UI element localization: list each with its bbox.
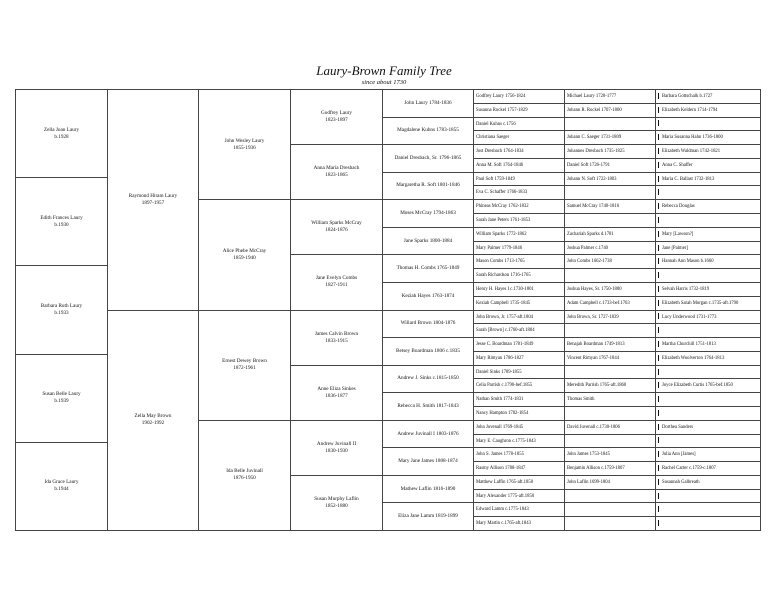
ancestor-gen7-text: John James 1753-1845 (567, 452, 610, 458)
parent-person-name: Zella May Brown (134, 413, 172, 420)
bracket-mark (658, 520, 659, 526)
ancestor-gen6-text: Mary Alexander 1775-aft.1850 (476, 493, 535, 499)
page-subtitle: since about 1730 (361, 79, 407, 86)
ancestor-gen6-text: Mason Combs 1713-1765 (476, 259, 525, 265)
ancestor-gen6-text: Eva C. Schaffer 1766-1833 (476, 190, 528, 196)
grandparent-person-name: Ida Belle Juvinall (226, 468, 263, 475)
ancestor-gen8 (655, 241, 761, 256)
ancestor-gen7 (564, 323, 656, 338)
ancestor-gen6-text: Celia Parrish c.1790-bef.1855 (476, 383, 533, 389)
bracket-mark (658, 313, 659, 319)
grandparent-person-dates: 1859-1940 (233, 254, 256, 261)
ancestor-gen5-text: Moses McCray 1794-1863 (400, 210, 456, 217)
ancestor-gen5-text: Thomas H. Combs 1765-1849 (396, 265, 460, 272)
grandparent-person-dates: 1876-1950 (233, 475, 256, 482)
great-grandparent-person-name: Godfrey Laury (321, 110, 352, 117)
ancestor-gen8 (655, 434, 761, 449)
ancestor-gen6-text: John S. James 1778-1855 (476, 452, 524, 458)
parent-person (107, 89, 199, 311)
great-grandparent-person-name: Anne Eliza Sinkes (317, 385, 356, 392)
ancestor-gen7-text: Meredith Parrish 1765-aft.1860 (567, 383, 627, 389)
ancestor-gen6-text: Mary Rimyan 1786-1827 (476, 355, 524, 361)
ancestor-gen7 (564, 406, 656, 421)
ancestor-gen7 (564, 392, 656, 407)
ancestor-gen8-text: Barbara Gottschalk b.1727 (662, 94, 713, 99)
ancestor-gen6 (473, 268, 565, 283)
ancestor-gen7 (564, 378, 656, 393)
ancestor-gen7 (564, 158, 656, 173)
ancestor-gen8 (655, 378, 761, 393)
bracket-mark (658, 231, 659, 237)
ancestor-gen5 (382, 310, 474, 339)
child-person-dates: b.1933 (54, 309, 69, 316)
ancestor-gen6 (473, 199, 565, 214)
ancestor-gen6 (473, 406, 565, 421)
ancestor-gen5 (382, 199, 474, 228)
ancestor-gen5-text: Keziah Hayes 1763-1874 (401, 292, 455, 299)
ancestor-gen7-text: Daniel Soft 1726-1791 (567, 162, 610, 168)
ancestor-gen6 (473, 130, 565, 145)
bracket-mark (658, 245, 659, 251)
ancestor-gen6 (473, 337, 565, 352)
ancestor-gen6-text: Susanna Rockel 1757-1829 (476, 107, 528, 113)
ancestor-gen8-text: Susannah Galbreath (662, 479, 700, 485)
ancestor-gen5-text: Betsey Boardman 1806 c.1835 (396, 347, 460, 354)
ancestor-gen8-text: Joyce Elizabeth Curtis 1765-bef.1850 (662, 383, 733, 389)
ancestor-gen8-text: Elizabeth Keldern 1714-1794 (662, 107, 718, 113)
ancestor-gen7 (564, 117, 656, 132)
child-person (15, 354, 108, 443)
ancestor-gen7-text: Thomas Smith (567, 397, 595, 403)
ancestor-gen6 (473, 420, 565, 435)
ancestor-gen5 (382, 144, 474, 173)
great-grandparent-person (290, 199, 383, 255)
bracket-mark (658, 465, 659, 471)
ancestor-gen5 (382, 254, 474, 283)
ancestor-gen8-text: Selvah Harris 1732-1819 (662, 286, 710, 292)
ancestor-gen8 (655, 172, 761, 187)
great-grandparent-person-name: James Calvin Brown (314, 330, 359, 337)
great-grandparent-person (290, 144, 383, 200)
bracket-mark (658, 355, 659, 361)
ancestor-gen5 (382, 392, 474, 421)
bracket-mark (658, 176, 659, 182)
ancestor-gen7 (564, 268, 656, 283)
ancestor-gen6 (473, 461, 565, 476)
ancestor-gen7 (564, 461, 656, 476)
ancestor-gen6-text: Edward Lamm c.1775-1843 (476, 507, 529, 513)
ancestor-gen7-text: David Juvenall c.1730-1806 (567, 424, 620, 430)
ancestor-gen8-text: Elizabeth Sarah Morgan c.1735-aft.1790 (662, 300, 739, 306)
ancestor-gen5-text: Mathew Laflin 1816-1890 (400, 485, 456, 492)
ancestor-gen7 (564, 420, 656, 435)
ancestor-gen6 (473, 89, 565, 104)
ancestor-gen7 (564, 172, 656, 187)
ancestor-gen7-text: Samuel McCray 1740-1816 (567, 204, 620, 210)
bracket-mark (658, 189, 659, 195)
great-grandparent-person-dates: 1823-1865 (325, 172, 348, 179)
ancestor-gen7-text: Joshua Palmer c.1740 (567, 245, 609, 251)
ancestor-gen6-text: Nathan Smith 1774-1831 (476, 397, 524, 403)
ancestor-gen6 (473, 227, 565, 242)
ancestor-gen7-text: Benajah Boardman 1749-1813 (567, 342, 625, 348)
ancestor-gen6 (473, 144, 565, 159)
ancestor-gen6-text: Keziah Campbell 1735-1845 (476, 300, 531, 306)
ancestor-gen6-text: Mary Palmer 1779-1846 (476, 245, 523, 251)
parent-person-name: Raymond Hiram Laury (128, 192, 178, 199)
ancestor-gen8 (655, 296, 761, 311)
ancestor-gen6-text: Jost Dresbach 1764-1834 (476, 149, 524, 155)
bracket-mark (658, 107, 659, 113)
ancestor-gen6-text: John Juvenall 1769-1845 (476, 424, 524, 430)
ancestor-gen7 (564, 254, 656, 269)
ancestor-gen5 (382, 475, 474, 504)
ancestor-gen7 (564, 296, 656, 311)
bracket-mark (658, 451, 659, 457)
ancestor-gen7 (564, 475, 656, 490)
ancestor-gen5 (382, 172, 474, 201)
ancestor-gen8 (655, 461, 761, 476)
ancestor-gen8-text: Jane [Palmer] (662, 245, 688, 251)
ancestor-gen5-text: Mary Jane James 1808-1874 (398, 458, 458, 465)
ancestor-gen8 (655, 420, 761, 435)
ancestor-gen7 (564, 241, 656, 256)
ancestor-gen8 (655, 406, 761, 421)
great-grandparent-person (290, 89, 383, 145)
ancestor-gen6-text: Christiana Saeger (476, 135, 510, 141)
bracket-mark (658, 286, 659, 292)
ancestor-gen5-text: Magdalene Kuhns 1783-1855 (397, 127, 459, 134)
ancestor-gen6-text: Nancy Hampton 1782-1854 (476, 410, 529, 416)
ancestor-gen8-text: Hannah Ann Mason b.1660 (662, 259, 714, 265)
ancestor-gen6 (473, 158, 565, 173)
great-grandparent-person-dates: 1823-1897 (325, 117, 348, 124)
great-grandparent-person (290, 475, 383, 531)
grandparent-person-dates: 1872-1961 (233, 365, 256, 372)
child-person (15, 265, 108, 354)
great-grandparent-person-dates: 1852-1880 (325, 502, 348, 509)
ancestor-gen8 (655, 310, 761, 325)
ancestor-gen7 (564, 489, 656, 504)
ancestor-gen8 (655, 502, 761, 517)
child-person-name: Ida Grace Laury (44, 479, 79, 486)
ancestor-gen7-text: Benjamin Allison c.1759-1807 (567, 466, 625, 472)
ancestor-gen6 (473, 434, 565, 449)
ancestor-gen5 (382, 282, 474, 311)
ancestor-gen8-text: Rebecca Douglas (662, 204, 695, 210)
great-grandparent-person-name: Andrew Juvinall II (316, 440, 357, 447)
ancestor-gen6 (473, 365, 565, 380)
ancestor-gen8-text: Mary [Lawson?] (662, 231, 694, 237)
bracket-mark (658, 493, 659, 499)
ancestor-gen8-text: Anna C. Shaffer (662, 162, 693, 168)
great-grandparent-person (290, 365, 383, 421)
child-person-dates: b.1944 (54, 486, 69, 493)
ancestor-gen5-text: Jane Sparks 1800-1884 (403, 237, 453, 244)
ancestor-gen6-text: Sarah Richardson 1716-1765 (476, 273, 531, 279)
ancestor-gen8 (655, 254, 761, 269)
bracket-mark (658, 396, 659, 402)
ancestor-gen8 (655, 392, 761, 407)
ancestor-gen7-text: John Brown, Sr. 1727-1839 (567, 314, 619, 320)
ancestor-gen8-text: Rachel Carter c.1759-c.1807 (662, 466, 716, 472)
ancestor-gen6 (473, 351, 565, 366)
ancestor-gen5 (382, 227, 474, 256)
ancestor-gen8 (655, 475, 761, 490)
ancestor-gen8-text: Elizabeth Woolverton 1764-1813 (662, 355, 725, 361)
ancestor-gen8 (655, 489, 761, 504)
ancestor-gen6-text: John Brown, Jr. 1757-aft.1804 (476, 314, 534, 320)
great-grandparent-person (290, 310, 383, 366)
ancestor-gen6 (473, 392, 565, 407)
bracket-mark (658, 217, 659, 223)
bracket-mark (658, 506, 659, 512)
ancestor-gen7 (564, 199, 656, 214)
ancestor-gen6 (473, 516, 565, 531)
ancestor-gen5 (382, 365, 474, 394)
ancestor-gen5 (382, 447, 474, 476)
great-grandparent-person-name: William Sparks McCray (311, 220, 362, 227)
ancestor-gen7 (564, 310, 656, 325)
ancestor-gen7-text: Johann C. Saeger 1731-1809 (567, 135, 622, 141)
bracket-mark (658, 148, 659, 154)
ancestor-gen5-text: John Laury 1784-1836 (404, 99, 452, 106)
ancestor-gen8-text: Elizabeth Waldman 1742-1821 (662, 149, 721, 155)
child-person-dates: b.1930 (54, 221, 69, 228)
ancestor-gen8-text: Julia Ann [James] (662, 452, 696, 458)
ancestor-gen8-text: Lucy Underwood 1731-1773 (662, 314, 717, 320)
bracket-mark (658, 134, 659, 140)
ancestor-gen7 (564, 434, 656, 449)
ancestor-gen5-text: Margaretha R. Soft 1801-1846 (396, 182, 460, 189)
ancestor-gen7 (564, 130, 656, 145)
grandparent-person-dates: 1855-1936 (233, 144, 256, 151)
child-person-name: Edith Frances Laury (40, 214, 83, 221)
ancestor-gen7 (564, 365, 656, 380)
ancestor-gen6-text: Mary E. Caughron c.1775-1843 (476, 438, 536, 444)
ancestor-gen7 (564, 144, 656, 159)
bracket-mark (658, 424, 659, 430)
ancestor-gen7 (564, 103, 656, 118)
ancestor-gen7-text: Joshua Hayes, Sr. 1750-1800 (567, 286, 622, 292)
grandparent-person (198, 199, 291, 310)
ancestor-gen6-text: Daniel Kuhns c.1756 (476, 121, 516, 127)
ancestor-gen6-text: Anna M. Soft 1764-1846 (476, 162, 524, 168)
ancestor-gen7 (564, 516, 656, 531)
ancestor-gen6 (473, 172, 565, 187)
great-grandparent-person-dates: 1824-1876 (325, 227, 348, 234)
ancestor-gen6 (473, 254, 565, 269)
bracket-mark (658, 341, 659, 347)
ancestor-gen6 (473, 103, 565, 118)
bracket-mark (658, 479, 659, 485)
bracket-mark (658, 327, 659, 333)
ancestor-gen8 (655, 158, 761, 173)
ancestor-gen8 (655, 447, 761, 462)
ancestor-gen6 (473, 117, 565, 132)
ancestor-gen7-text: Johann N. Soft 1722-1803 (567, 176, 617, 182)
ancestor-gen6-text: Rasmy Allison 1788-1847 (476, 466, 526, 472)
ancestor-gen6-text: Paul Soft 1759-1849 (476, 176, 515, 182)
ancestor-gen8 (655, 337, 761, 352)
ancestor-gen8 (655, 516, 761, 531)
ancestor-gen8 (655, 144, 761, 159)
ancestor-gen6 (473, 296, 565, 311)
ancestor-gen8-text: Dorthea Sanders (662, 424, 694, 430)
great-grandparent-person (290, 254, 383, 310)
ancestor-gen5-text: Eliza Jane Lamm 1819-1899 (398, 513, 458, 520)
ancestor-gen8 (655, 213, 761, 228)
child-person-dates: b.1928 (54, 133, 69, 140)
ancestor-gen8-text: Martha Churchill 1751-1813 (662, 342, 716, 348)
ancestor-gen8 (655, 282, 761, 297)
ancestor-gen7 (564, 337, 656, 352)
bracket-mark (658, 300, 659, 306)
ancestor-gen6 (473, 502, 565, 517)
great-grandparent-person (290, 420, 383, 476)
grandparent-person-name: Ernest Dewey Brown (222, 358, 267, 365)
ancestor-gen5-text: Andrew Juvinall I 1803-1876 (397, 430, 459, 437)
bracket-mark (658, 369, 659, 375)
ancestor-gen8 (655, 227, 761, 242)
ancestor-gen6 (473, 241, 565, 256)
parent-person-dates: 1897-1957 (141, 199, 165, 206)
ancestor-gen7-text: Johann R. Rockel 1707-1800 (567, 107, 622, 113)
child-person (15, 177, 108, 266)
ancestor-gen8 (655, 117, 761, 132)
ancestor-gen8 (655, 103, 761, 118)
ancestor-gen6-text: Sarah Jane Peters 1761-1853 (476, 218, 531, 224)
ancestor-gen6 (473, 185, 565, 200)
ancestor-gen6 (473, 310, 565, 325)
ancestor-gen8 (655, 130, 761, 145)
ancestor-gen7 (564, 282, 656, 297)
ancestor-gen6-text: Mary Martin c.1765-aft.1843 (476, 521, 531, 527)
ancestor-gen6 (473, 378, 565, 393)
ancestor-gen6-text: Henry H. Hayes I c.1730-1801 (476, 286, 534, 292)
grandparent-person (198, 89, 291, 200)
ancestor-gen7-text: Johannes Dresbach 1735-1825 (567, 149, 625, 155)
child-person-dates: b.1939 (54, 398, 69, 405)
ancestor-gen6-text: Sarah [Brown] c.1760-aft.1804 (476, 328, 535, 334)
great-grandparent-person-dates: 1833-1915 (325, 337, 348, 344)
grandparent-person-name: Alice Phebe McCray (222, 247, 267, 254)
bracket-mark (658, 437, 659, 443)
ancestor-gen6 (473, 213, 565, 228)
child-person-name: Susan Belle Laury (42, 391, 81, 398)
ancestor-gen8 (655, 185, 761, 200)
ancestor-gen6 (473, 323, 565, 338)
ancestor-gen6 (473, 447, 565, 462)
ancestor-gen8 (655, 89, 761, 104)
great-grandparent-person-dates: 1836-1877 (325, 392, 348, 399)
ancestor-gen6-text: Daniel Sinks 1789-1855 (476, 369, 522, 375)
child-person (15, 89, 108, 178)
bracket-mark (658, 120, 659, 126)
ancestor-gen8 (655, 199, 761, 214)
ancestor-gen6-text: Godfrey Laury 1756-1824 (476, 94, 526, 99)
ancestor-gen8 (655, 323, 761, 338)
ancestor-gen8-text: Maria C. Ballast 1732-1813 (662, 176, 715, 182)
child-person-name: Barbara Ruth Laury (40, 302, 83, 309)
parent-person (107, 310, 199, 532)
ancestor-gen7-text: Adam Campbell c.1733-bef.1763 (567, 300, 630, 306)
bracket-mark (658, 410, 659, 416)
great-grandparent-person-name: Anna Maria Dresbach (313, 165, 360, 172)
ancestor-gen5-text: Andrew J. Sinks c.1815-1850 (397, 375, 459, 382)
great-grandparent-person-name: Jane Evelyn Combs (315, 275, 358, 282)
ancestor-gen5 (382, 502, 474, 531)
ancestor-gen5 (382, 89, 474, 118)
ancestor-gen7 (564, 185, 656, 200)
parent-person-dates: 1902-1992 (141, 420, 165, 427)
great-grandparent-person-dates: 1827-1911 (325, 282, 348, 289)
ancestor-gen5-text: Willard Brown 1804-1876 (400, 320, 456, 327)
ancestor-gen5 (382, 117, 474, 146)
ancestor-gen7 (564, 351, 656, 366)
ancestor-gen5-text: Rebecca H. Smith 1817-1843 (397, 402, 459, 409)
ancestor-gen6 (473, 282, 565, 297)
ancestor-gen5 (382, 420, 474, 449)
great-grandparent-person-name: Susan Murphy Laflin (314, 495, 359, 502)
ancestor-gen6-text: Jesse C. Boardman 1781-1849 (476, 342, 534, 348)
ancestor-gen7-text: Zachariah Sparks d.1781 (567, 231, 614, 237)
ancestor-gen7 (564, 89, 656, 104)
ancestor-gen8-text: Maria Susanna Hahn 1736-1800 (662, 135, 723, 141)
ancestor-gen6-text: Phineas McCray 1762-1832 (476, 204, 529, 210)
grandparent-person (198, 310, 291, 421)
ancestor-gen5 (382, 337, 474, 366)
ancestor-gen7 (564, 227, 656, 242)
ancestor-gen7-text: Michael Laury 1720-1777 (567, 94, 617, 99)
ancestor-gen7-text: John Combs 1662-1738 (567, 259, 612, 265)
ancestor-gen6-text: William Sparks 1772-1862 (476, 231, 527, 237)
ancestor-gen6 (473, 489, 565, 504)
ancestor-gen8 (655, 351, 761, 366)
ancestor-gen6 (473, 475, 565, 490)
grandparent-person (198, 420, 291, 531)
bracket-mark (658, 382, 659, 388)
bracket-mark (658, 203, 659, 209)
ancestor-gen5-text: Daniel Dresbach, Sr. 1796-1865 (394, 154, 462, 161)
ancestor-gen7-text: Vincent Rimyan 1767-1844 (567, 355, 620, 361)
great-grandparent-person-dates: 1830-1930 (325, 447, 348, 454)
ancestor-gen8 (655, 268, 761, 283)
ancestor-gen7-text: John Laflin 1699-1804 (567, 479, 610, 485)
child-person (15, 442, 108, 531)
ancestor-gen8 (655, 365, 761, 380)
ancestor-gen7 (564, 447, 656, 462)
bracket-mark (658, 258, 659, 264)
bracket-mark (658, 162, 659, 168)
ancestor-gen6-text: Matthew Laffin 1765-aft.1850 (476, 479, 534, 485)
child-person-name: Zella Joan Laury (43, 126, 80, 133)
bracket-mark (658, 93, 659, 99)
page-title: Laury-Brown Family Tree (316, 63, 452, 78)
ancestor-gen7 (564, 502, 656, 517)
grandparent-person-name: John Wesley Laury (224, 137, 265, 144)
ancestor-gen7 (564, 213, 656, 228)
bracket-mark (658, 272, 659, 278)
